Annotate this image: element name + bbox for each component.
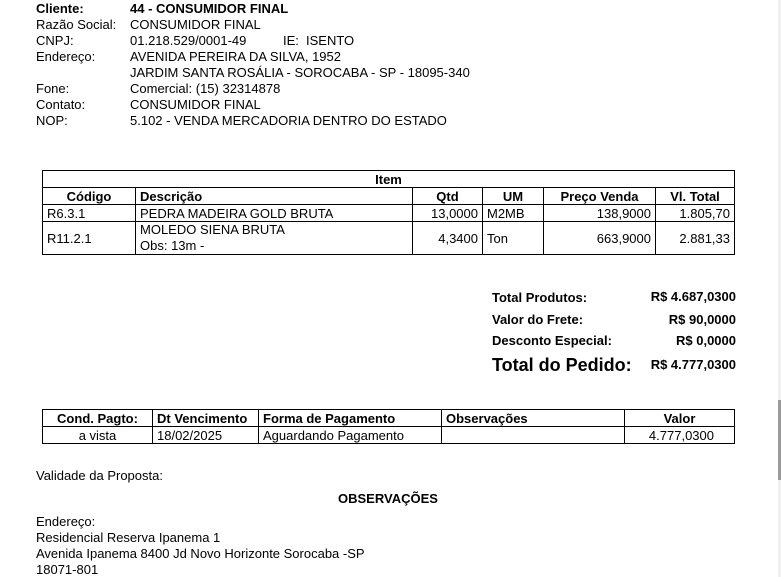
cell-forma: Aguardando Pagamento [259,427,442,444]
header-um: UM [483,188,544,205]
header-forma-pagamento: Forma de Pagamento [259,410,442,427]
contato-label: Contato: [36,97,86,112]
table-row [43,205,735,222]
cell-um: M2MB [483,205,544,222]
cell-descricao: PEDRA MADEIRA GOLD BRUTA [136,205,413,222]
cell-obs [442,427,625,444]
cell-total: 1.805,70 [656,205,735,222]
contato-value: CONSUMIDOR FINAL [130,97,261,112]
fone-label: Fone: [36,81,70,96]
fone-value: Comercial: (15) 32314878 [130,81,281,96]
table-row [43,222,735,255]
cell-descricao-text: MOLEDO SIENA BRUTA [140,222,285,237]
desconto-value: R$ 0,0000 [676,333,736,348]
razao-social-label: Razão Social: [36,17,117,32]
endereco-line1: AVENIDA PEREIRA DA SILVA, 1952 [130,49,341,64]
cell-venc: 18/02/2025 [153,427,259,444]
cell-codigo: R11.2.1 [43,222,136,255]
endereco-line2: JARDIM SANTA ROSÁLIA - SOROCABA - SP - 18095-340 [130,65,470,80]
payment-table [42,409,735,444]
endereco-label: Endereço: [36,49,96,64]
header-observacoes: Observações [442,410,625,427]
cell-qtd: 4,3400 [413,222,483,255]
obs-line: Endereço: [36,514,96,529]
cliente-label: Cliente: [36,1,84,16]
desconto-label: Desconto Especial: [492,333,612,348]
total-pedido-value: R$ 4.777,0300 [650,357,736,372]
table-row [43,427,735,444]
header-preco-venda: Preço Venda [544,188,656,205]
header-dt-vencimento: Dt Vencimento [153,410,259,427]
cnpj-value: 01.218.529/0001-49 [130,33,247,48]
cliente-value: 44 - CONSUMIDOR FINAL [130,1,289,16]
header-qtd: Qtd [413,188,483,205]
razao-social-value: CONSUMIDOR FINAL [130,17,261,32]
cell-preco: 663,9000 [544,222,656,255]
header-valor: Valor [625,410,735,427]
cell-codigo: R6.3.1 [43,205,136,222]
header-codigo: Código [43,188,136,205]
obs-line: Residencial Reserva Ipanema 1 [36,530,221,545]
validade-proposta: Validade da Proposta: [36,468,163,483]
items-table [42,170,735,255]
cell-preco: 138,9000 [544,205,656,222]
total-produtos-value: R$ 4.687,0300 [650,289,736,304]
obs-line: Avenida Ipanema 8400 Jd Novo Horizonte Sorocaba -SP [36,546,365,561]
total-produtos-label: Total Produtos: [492,290,588,305]
ie-label: IE: [283,33,299,48]
ie-value: ISENTO [306,33,355,48]
cell-descricao [136,222,413,255]
cnpj-label: CNPJ: [36,33,74,48]
nop-label: NOP: [36,113,68,128]
valor-frete-label: Valor do Frete: [492,312,584,327]
observacoes-title: OBSERVAÇÕES [338,491,438,506]
cell-qtd: 13,0000 [413,205,483,222]
cell-total: 2.881,33 [656,222,735,255]
nop-value: 5.102 - VENDA MERCADORIA DENTRO DO ESTADO [130,113,447,128]
valor-frete-value: R$ 90,0000 [668,312,736,327]
header-descricao: Descrição [136,188,413,205]
cell-cond: a vista [43,427,153,444]
total-pedido-label: Total do Pedido: [492,355,632,375]
cell-obs-text: Obs: 13m - [140,238,205,253]
items-table-title: Item [43,171,735,188]
cell-valor: 4.777,0300 [625,427,735,444]
header-cond-pagto: Cond. Pagto: [43,410,153,427]
obs-line: 18071-801 [36,562,99,577]
cell-um: Ton [483,222,544,255]
header-vl-total: Vl. Total [656,188,735,205]
